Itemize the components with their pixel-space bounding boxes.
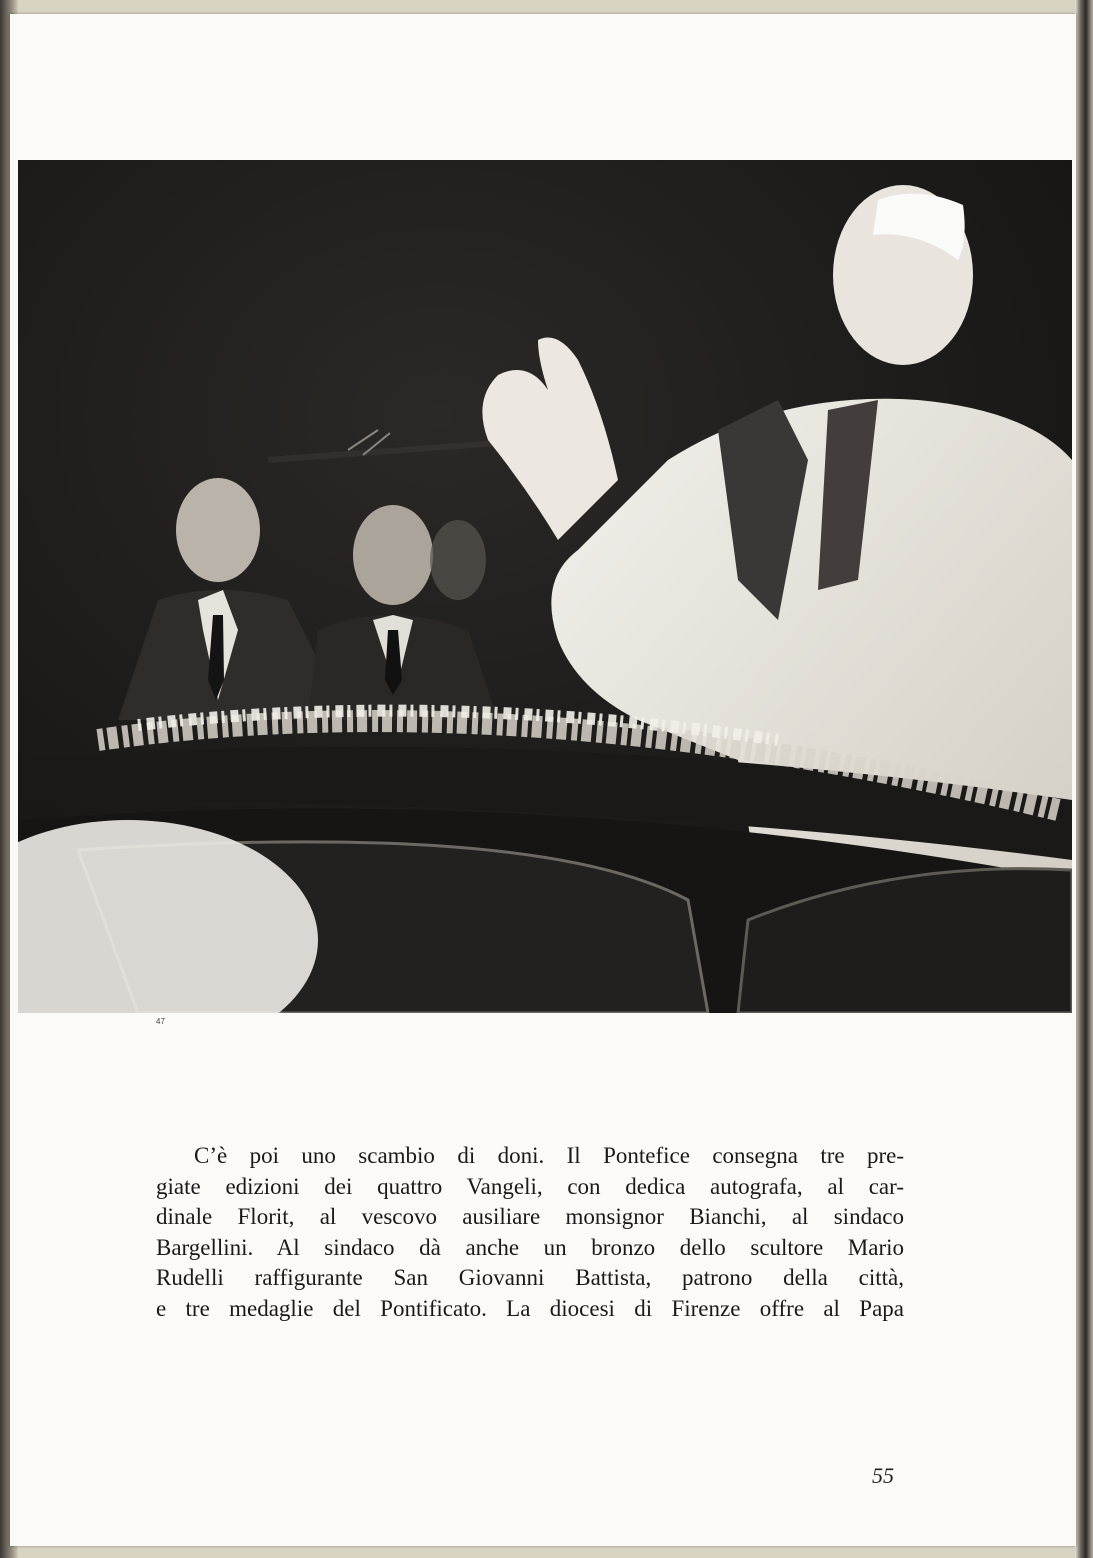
paragraph-line: giate edizioni dei quattro Vangeli, con dedica autografa, al car- (156, 1173, 904, 1199)
page-number: 55 (872, 1463, 894, 1488)
plate-number: 47 (156, 1017, 165, 1026)
paragraph-line: e tre medaglie del Pontificato. La diocesi di Firenze offre al Papa (156, 1295, 904, 1321)
paragraph-line: C’è poi uno scambio di doni. Il Pontefice consegna tre pre- (194, 1143, 904, 1168)
photo-illustration (18, 160, 1072, 1013)
paragraph-line: Rudelli raffigurante San Giovanni Battista, patrono della città, (156, 1265, 904, 1290)
paragraph-line: dinale Florit, al vescovo ausiliare monsignor Bianchi, al sindaco (156, 1204, 904, 1229)
body-paragraph (156, 1141, 904, 1324)
paragraph-line: Bargellini. Al sindaco dà anche un bronzo dello scultore Mario (156, 1234, 904, 1260)
photograph (18, 160, 1072, 1013)
page-stack-edge (1075, 0, 1093, 1558)
